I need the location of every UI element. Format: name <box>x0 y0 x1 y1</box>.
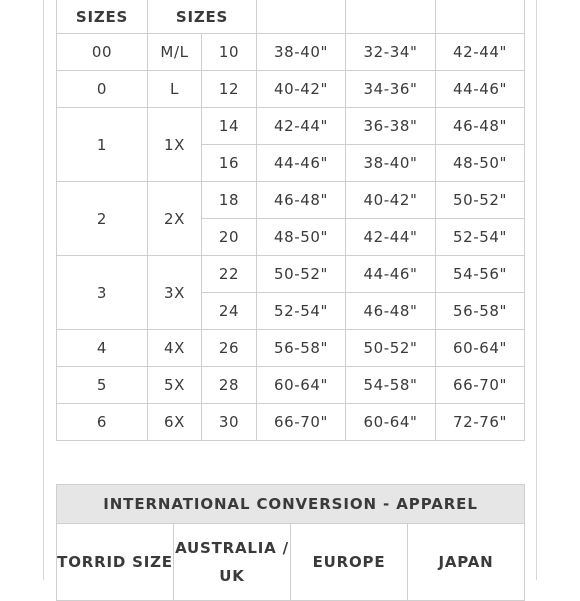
header-hips <box>436 0 525 34</box>
torrid-size-cell: 6 <box>57 404 148 441</box>
measurement-cell: 50-52" <box>436 182 525 219</box>
intl-column-header-row <box>57 524 525 601</box>
torrid-size-cell: 00 <box>57 34 148 71</box>
general-size-cell: 5X <box>148 367 202 404</box>
measurement-cell: 66-70" <box>257 404 346 441</box>
international-conversion-table <box>56 484 525 601</box>
measurement-cell: 34-36" <box>346 71 436 108</box>
measurement-cell: 38-40" <box>346 145 436 182</box>
measurement-cell: 52-54" <box>257 293 346 330</box>
general-size-cell: M/L <box>148 34 202 71</box>
numeric-size-cell: 18 <box>202 182 257 219</box>
header-torrid-sizes: SIZES <box>57 0 148 34</box>
numeric-size-cell: 24 <box>202 293 257 330</box>
intl-col-australia-uk: AUSTRALIA / UK <box>174 524 291 601</box>
table-row <box>57 182 525 219</box>
header-waist <box>346 0 436 34</box>
measurement-cell: 44-46" <box>346 256 436 293</box>
table-row <box>57 71 525 108</box>
numeric-size-cell: 26 <box>202 330 257 367</box>
measurement-cell: 48-50" <box>257 219 346 256</box>
measurement-cell: 56-58" <box>257 330 346 367</box>
measurement-cell: 54-56" <box>436 256 525 293</box>
table-row <box>57 256 525 293</box>
measurement-cell: 60-64" <box>436 330 525 367</box>
measurement-cell: 72-76" <box>436 404 525 441</box>
measurement-cell: 46-48" <box>257 182 346 219</box>
torrid-size-cell: 4 <box>57 330 148 367</box>
general-size-cell: 2X <box>148 182 202 256</box>
table-row <box>57 404 525 441</box>
measurement-cell: 56-58" <box>436 293 525 330</box>
table-row <box>57 330 525 367</box>
measurement-cell: 50-52" <box>257 256 346 293</box>
numeric-size-cell: 30 <box>202 404 257 441</box>
measurement-cell: 52-54" <box>436 219 525 256</box>
measurement-cell: 42-44" <box>436 34 525 71</box>
measurement-cell: 60-64" <box>257 367 346 404</box>
table-row <box>57 34 525 71</box>
measurement-cell: 32-34" <box>346 34 436 71</box>
measurement-cell: 46-48" <box>436 108 525 145</box>
general-size-cell: L <box>148 71 202 108</box>
measurement-cell: 66-70" <box>436 367 525 404</box>
size-chart-table <box>56 0 525 441</box>
intl-col-torrid-size: TORRID SIZE <box>57 524 174 601</box>
torrid-size-cell: 1 <box>57 108 148 182</box>
general-size-cell: 4X <box>148 330 202 367</box>
numeric-size-cell: 12 <box>202 71 257 108</box>
measurement-cell: 54-58" <box>346 367 436 404</box>
header-bust <box>257 0 346 34</box>
torrid-size-cell: 0 <box>57 71 148 108</box>
general-size-cell: 3X <box>148 256 202 330</box>
torrid-size-cell: 5 <box>57 367 148 404</box>
measurement-cell: 42-44" <box>346 219 436 256</box>
numeric-size-cell: 16 <box>202 145 257 182</box>
intl-col-japan: JAPAN <box>408 524 525 601</box>
table-row <box>57 108 525 145</box>
measurement-cell: 44-46" <box>436 71 525 108</box>
measurement-cell: 40-42" <box>346 182 436 219</box>
measurement-cell: 38-40" <box>257 34 346 71</box>
numeric-size-cell: 28 <box>202 367 257 404</box>
numeric-size-cell: 14 <box>202 108 257 145</box>
measurement-cell: 42-44" <box>257 108 346 145</box>
numeric-size-cell: 22 <box>202 256 257 293</box>
intl-table-title: INTERNATIONAL CONVERSION - APPAREL <box>57 485 525 524</box>
torrid-size-cell: 3 <box>57 256 148 330</box>
measurement-cell: 40-42" <box>257 71 346 108</box>
size-table-header-row <box>57 0 525 34</box>
measurement-cell: 48-50" <box>436 145 525 182</box>
measurement-cell: 60-64" <box>346 404 436 441</box>
measurement-cell: 46-48" <box>346 293 436 330</box>
table-row <box>57 367 525 404</box>
numeric-size-cell: 10 <box>202 34 257 71</box>
header-general-sizes: SIZES <box>148 0 257 34</box>
torrid-size-cell: 2 <box>57 182 148 256</box>
numeric-size-cell: 20 <box>202 219 257 256</box>
measurement-cell: 50-52" <box>346 330 436 367</box>
general-size-cell: 6X <box>148 404 202 441</box>
intl-title-row <box>57 485 525 524</box>
measurement-cell: 44-46" <box>257 145 346 182</box>
measurement-cell: 36-38" <box>346 108 436 145</box>
general-size-cell: 1X <box>148 108 202 182</box>
intl-col-europe: EUROPE <box>291 524 408 601</box>
